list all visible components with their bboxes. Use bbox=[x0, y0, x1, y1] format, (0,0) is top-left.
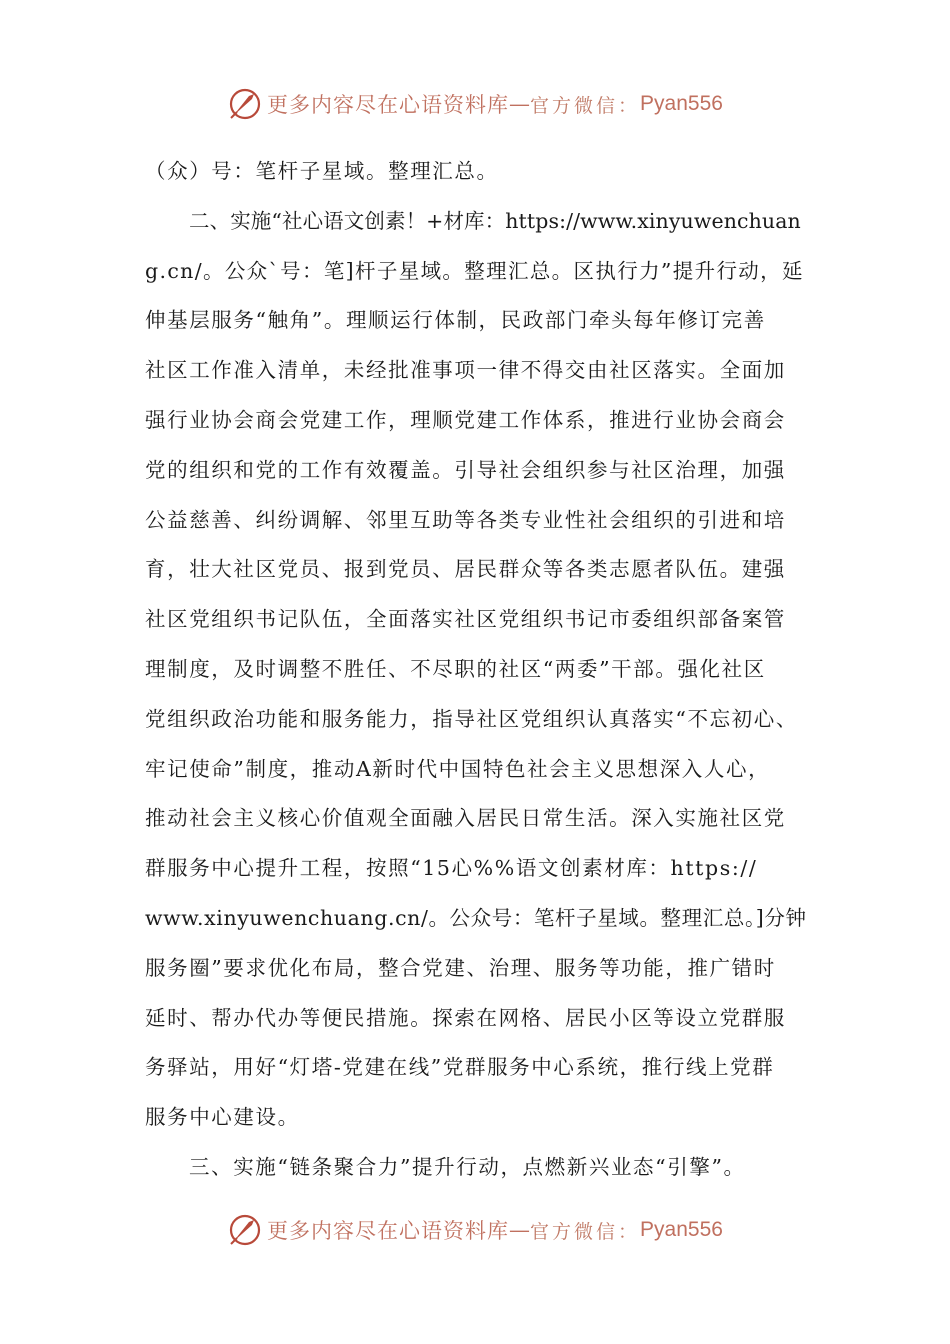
body-line: 社区工作准入清单，未经批准事项一律不得交由社区落实。全面加 bbox=[145, 358, 786, 383]
body-line: 育，壮大社区党员、报到党员、居民群众等各类志愿者队伍。建强 bbox=[145, 557, 786, 582]
quill-logo-icon bbox=[227, 1212, 263, 1248]
document-body bbox=[145, 147, 807, 1193]
body-line: 理制度，及时调整不胜任、不尽职的社区“两委”干部。强化社区 bbox=[145, 656, 766, 681]
body-line: 伸基层服务“触角”。理顺运行体制，民政部门牵头每年修订完善 bbox=[145, 308, 766, 333]
body-line: 公益慈善、纠纷调解、邻里互助等各类专业性社会组织的引进和培 bbox=[145, 507, 786, 532]
body-line: 群服务中心提升工程，按照“15心%%语文创素材库：https:// bbox=[145, 856, 758, 881]
body-line: 牢记使命”制度，推动A新时代中国特色社会主义思想深入人心， bbox=[145, 756, 771, 781]
body-line: （众）号：笔杆子星域。整理汇总。 bbox=[145, 159, 499, 183]
body-line: 强行业协会商会党建工作，理顺党建工作体系，推进行业协会商会 bbox=[145, 407, 786, 432]
body-line: 务驿站，用好“灯塔-党建在线”党群服务中心系统，推行线上党群 bbox=[145, 1055, 775, 1080]
watermark-wechat-id: Pyan556 bbox=[640, 1218, 723, 1241]
body-line: 三、实施“链条聚合力”提升行动，点燃新兴业态“引擎”。 bbox=[189, 1154, 746, 1179]
watermark-text: 更多内容尽在心语资料库 bbox=[267, 93, 510, 117]
body-line: www.xinyuwenchuang.cn/。公众号：笔杆子星域。整理汇总。]分钟 bbox=[145, 905, 807, 930]
watermark-dash: — bbox=[509, 92, 531, 116]
body-line: 延时、帮办代办等便民措施。探索在网格、居民小区等设立党群服 bbox=[145, 1005, 786, 1030]
watermark-wechat-id: Pyan556 bbox=[640, 92, 723, 115]
body-line: 党的组织和党的工作有效覆盖。引导社会组织参与社区治理，加强 bbox=[145, 457, 786, 482]
watermark-dash: — bbox=[509, 1218, 531, 1242]
quill-logo-icon bbox=[227, 86, 263, 122]
body-line: 服务圈”要求优化布局，整合党建、治理、服务等功能，推广错时 bbox=[145, 955, 776, 980]
watermark-wechat-label: 官方微信： bbox=[530, 1220, 641, 1243]
watermark-banner-top bbox=[0, 84, 950, 124]
body-line: 党组织政治功能和服务能力，指导社区党组织认真落实“不忘初心、 bbox=[145, 706, 798, 731]
body-line: 服务中心建设。 bbox=[145, 1105, 300, 1130]
body-line: 二、实施“社心语文创素！+材库：https://www.xinyuwenchuan bbox=[189, 208, 801, 233]
body-line: g.cn/。公众`号：笔]杆子星域。整理汇总。区执行力”提升行动，延 bbox=[145, 258, 804, 283]
watermark-wechat-label: 官方微信： bbox=[530, 94, 641, 117]
watermark-banner-bottom bbox=[0, 1210, 950, 1250]
watermark-text: 更多内容尽在心语资料库 bbox=[267, 1219, 510, 1243]
body-line: 推动社会主义核心价值观全面融入居民日常生活。深入实施社区党 bbox=[145, 806, 786, 831]
body-line: 社区党组织书记队伍，全面落实社区党组织书记市委组织部备案管 bbox=[145, 607, 786, 632]
